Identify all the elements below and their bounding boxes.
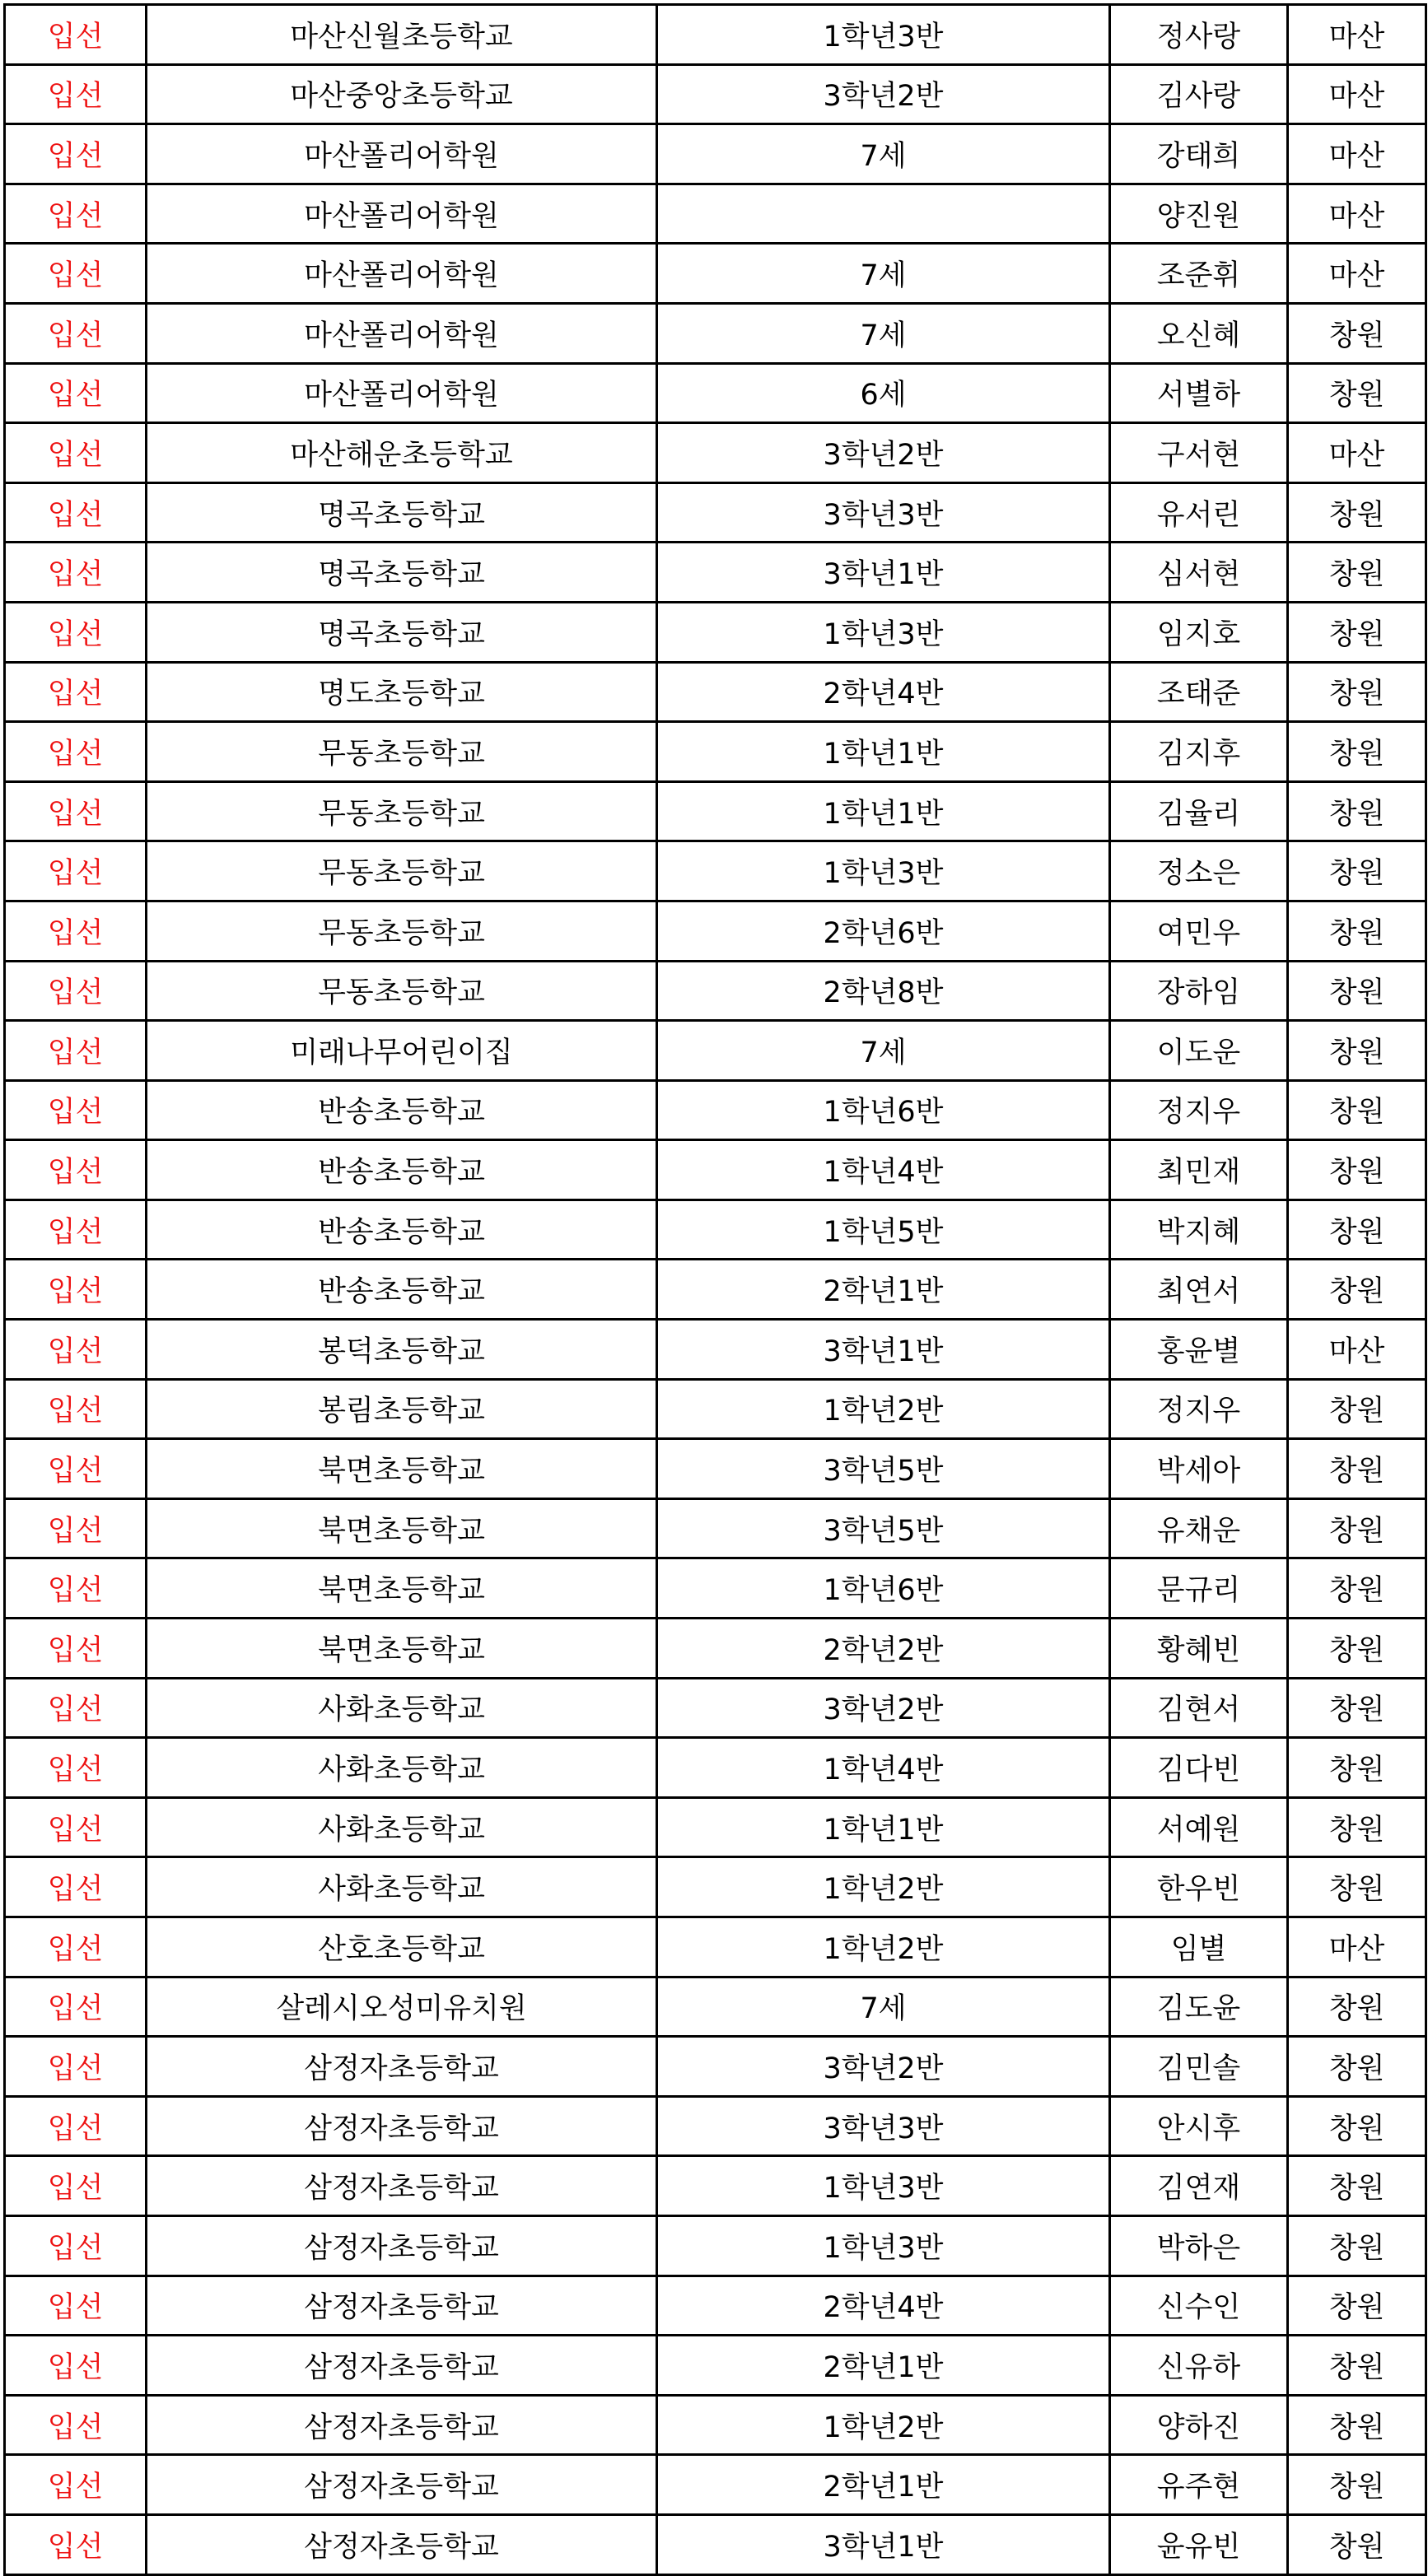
region-cell: 창원 [1288, 363, 1426, 423]
region-cell: 창원 [1288, 1199, 1426, 1260]
name-cell: 정사랑 [1110, 5, 1288, 65]
school-cell: 마산폴리어학원 [147, 244, 657, 304]
region-cell: 창원 [1288, 722, 1426, 782]
award-cell: 입선 [5, 602, 147, 662]
grade-cell: 7세 [657, 244, 1110, 304]
name-cell: 김지후 [1110, 722, 1288, 782]
award-cell: 입선 [5, 1379, 147, 1439]
table-row [5, 1797, 1426, 1857]
table-row [5, 5, 1426, 65]
grade-cell: 1학년1반 [657, 1797, 1110, 1857]
grade-cell: 2학년4반 [657, 2276, 1110, 2336]
region-cell: 마산 [1288, 423, 1426, 483]
school-cell: 사화초등학교 [147, 1857, 657, 1917]
school-cell: 살레시오성미유치원 [147, 1977, 657, 2037]
table-row [5, 64, 1426, 124]
region-cell: 창원 [1288, 1379, 1426, 1439]
table-row [5, 722, 1426, 782]
award-table-body [5, 5, 1426, 2575]
table-row [5, 2514, 1426, 2574]
name-cell: 구서현 [1110, 423, 1288, 483]
name-cell: 신수인 [1110, 2276, 1288, 2336]
name-cell: 오신혜 [1110, 303, 1288, 363]
grade-cell: 1학년3반 [657, 2215, 1110, 2276]
region-cell: 창원 [1288, 1857, 1426, 1917]
name-cell: 유채운 [1110, 1498, 1288, 1558]
grade-cell: 1학년1반 [657, 722, 1110, 782]
school-cell: 마산폴리어학원 [147, 303, 657, 363]
region-cell: 창원 [1288, 662, 1426, 722]
name-cell: 김사랑 [1110, 64, 1288, 124]
table-row [5, 602, 1426, 662]
name-cell: 김연재 [1110, 2156, 1288, 2216]
region-cell: 창원 [1288, 841, 1426, 901]
table-row [5, 781, 1426, 841]
grade-cell: 3학년5반 [657, 1498, 1110, 1558]
award-cell: 입선 [5, 184, 147, 244]
region-cell: 창원 [1288, 2037, 1426, 2097]
school-cell: 북면초등학교 [147, 1558, 657, 1619]
name-cell: 조준휘 [1110, 244, 1288, 304]
region-cell: 창원 [1288, 1977, 1426, 2037]
region-cell: 창원 [1288, 602, 1426, 662]
school-cell: 무동초등학교 [147, 722, 657, 782]
name-cell: 서별하 [1110, 363, 1288, 423]
name-cell: 이도운 [1110, 1021, 1288, 1081]
school-cell: 명곡초등학교 [147, 543, 657, 603]
name-cell: 조태준 [1110, 662, 1288, 722]
region-cell: 창원 [1288, 961, 1426, 1021]
table-row [5, 1260, 1426, 1320]
name-cell: 한우빈 [1110, 1857, 1288, 1917]
table-row [5, 363, 1426, 423]
region-cell: 창원 [1288, 1678, 1426, 1738]
grade-cell: 1학년3반 [657, 602, 1110, 662]
region-cell: 마산 [1288, 5, 1426, 65]
region-cell: 창원 [1288, 543, 1426, 603]
grade-cell: 1학년6반 [657, 1080, 1110, 1140]
table-row [5, 303, 1426, 363]
school-cell: 삼정자초등학교 [147, 2156, 657, 2216]
school-cell: 명곡초등학교 [147, 602, 657, 662]
table-row [5, 244, 1426, 304]
school-cell: 북면초등학교 [147, 1498, 657, 1558]
region-cell: 창원 [1288, 2336, 1426, 2396]
table-row [5, 1320, 1426, 1380]
grade-cell: 7세 [657, 1977, 1110, 2037]
grade-cell: 2학년6반 [657, 901, 1110, 961]
award-cell: 입선 [5, 1080, 147, 1140]
name-cell: 여민우 [1110, 901, 1288, 961]
award-cell: 입선 [5, 2395, 147, 2455]
table-row [5, 961, 1426, 1021]
award-cell: 입선 [5, 1797, 147, 1857]
table-row [5, 901, 1426, 961]
school-cell: 삼정자초등학교 [147, 2037, 657, 2097]
region-cell: 창원 [1288, 2395, 1426, 2455]
grade-cell: 2학년1반 [657, 2455, 1110, 2515]
table-row [5, 2156, 1426, 2216]
table-row [5, 423, 1426, 483]
table-row [5, 1857, 1426, 1917]
grade-cell: 3학년1반 [657, 2514, 1110, 2574]
name-cell: 심서현 [1110, 543, 1288, 603]
name-cell: 양하진 [1110, 2395, 1288, 2455]
table-row [5, 2395, 1426, 2455]
name-cell: 김민솔 [1110, 2037, 1288, 2097]
region-cell: 창원 [1288, 1558, 1426, 1619]
grade-cell: 3학년1반 [657, 543, 1110, 603]
award-table [3, 3, 1427, 2576]
award-cell: 입선 [5, 1320, 147, 1380]
school-cell: 삼정자초등학교 [147, 2276, 657, 2336]
region-cell: 창원 [1288, 2276, 1426, 2336]
award-cell: 입선 [5, 64, 147, 124]
grade-cell: 2학년8반 [657, 961, 1110, 1021]
award-cell: 입선 [5, 1260, 147, 1320]
table-row [5, 1439, 1426, 1499]
award-cell: 입선 [5, 2156, 147, 2216]
table-row [5, 1140, 1426, 1200]
school-cell: 명곡초등학교 [147, 482, 657, 543]
table-row [5, 124, 1426, 184]
award-cell: 입선 [5, 1199, 147, 1260]
region-cell: 창원 [1288, 1619, 1426, 1679]
region-cell: 마산 [1288, 1917, 1426, 1977]
region-cell: 창원 [1288, 901, 1426, 961]
grade-cell: 1학년3반 [657, 5, 1110, 65]
region-cell: 마산 [1288, 244, 1426, 304]
school-cell: 무동초등학교 [147, 961, 657, 1021]
name-cell: 정지우 [1110, 1379, 1288, 1439]
school-cell: 무동초등학교 [147, 901, 657, 961]
name-cell: 황혜빈 [1110, 1619, 1288, 1679]
table-row [5, 1678, 1426, 1738]
school-cell: 봉덕초등학교 [147, 1320, 657, 1380]
grade-cell: 3학년5반 [657, 1439, 1110, 1499]
grade-cell: 1학년1반 [657, 781, 1110, 841]
region-cell: 마산 [1288, 1320, 1426, 1380]
award-cell: 입선 [5, 1498, 147, 1558]
award-cell: 입선 [5, 2455, 147, 2515]
table-row [5, 1977, 1426, 2037]
grade-cell [657, 184, 1110, 244]
grade-cell: 7세 [657, 1021, 1110, 1081]
award-cell: 입선 [5, 1678, 147, 1738]
region-cell: 창원 [1288, 2514, 1426, 2574]
region-cell: 마산 [1288, 124, 1426, 184]
name-cell: 장하임 [1110, 961, 1288, 1021]
award-cell: 입선 [5, 303, 147, 363]
school-cell: 반송초등학교 [147, 1260, 657, 1320]
award-cell: 입선 [5, 2096, 147, 2156]
award-cell: 입선 [5, 2276, 147, 2336]
name-cell: 강태희 [1110, 124, 1288, 184]
region-cell: 창원 [1288, 1498, 1426, 1558]
grade-cell: 7세 [657, 124, 1110, 184]
table-row [5, 1199, 1426, 1260]
name-cell: 박세아 [1110, 1439, 1288, 1499]
name-cell: 임지호 [1110, 602, 1288, 662]
name-cell: 홍윤별 [1110, 1320, 1288, 1380]
grade-cell: 3학년2반 [657, 64, 1110, 124]
award-cell: 입선 [5, 961, 147, 1021]
name-cell: 안시후 [1110, 2096, 1288, 2156]
table-row [5, 2215, 1426, 2276]
school-cell: 사화초등학교 [147, 1738, 657, 1798]
name-cell: 유서린 [1110, 482, 1288, 543]
award-cell: 입선 [5, 423, 147, 483]
name-cell: 최연서 [1110, 1260, 1288, 1320]
school-cell: 마산신월초등학교 [147, 5, 657, 65]
region-cell: 창원 [1288, 2096, 1426, 2156]
school-cell: 삼정자초등학교 [147, 2514, 657, 2574]
grade-cell: 1학년5반 [657, 1199, 1110, 1260]
school-cell: 반송초등학교 [147, 1080, 657, 1140]
school-cell: 마산폴리어학원 [147, 184, 657, 244]
table-row [5, 841, 1426, 901]
grade-cell: 3학년2반 [657, 1678, 1110, 1738]
school-cell: 삼정자초등학교 [147, 2455, 657, 2515]
award-cell: 입선 [5, 1558, 147, 1619]
award-cell: 입선 [5, 1439, 147, 1499]
award-cell: 입선 [5, 482, 147, 543]
award-cell: 입선 [5, 2215, 147, 2276]
name-cell: 서예원 [1110, 1797, 1288, 1857]
name-cell: 최민재 [1110, 1140, 1288, 1200]
grade-cell: 2학년1반 [657, 2336, 1110, 2396]
name-cell: 김현서 [1110, 1678, 1288, 1738]
region-cell: 창원 [1288, 1260, 1426, 1320]
school-cell: 삼정자초등학교 [147, 2096, 657, 2156]
grade-cell: 1학년2반 [657, 1379, 1110, 1439]
award-cell: 입선 [5, 5, 147, 65]
table-row [5, 2037, 1426, 2097]
region-cell: 마산 [1288, 64, 1426, 124]
grade-cell: 2학년2반 [657, 1619, 1110, 1679]
school-cell: 마산해운초등학교 [147, 423, 657, 483]
name-cell: 유주현 [1110, 2455, 1288, 2515]
grade-cell: 1학년2반 [657, 1857, 1110, 1917]
region-cell: 마산 [1288, 184, 1426, 244]
award-cell: 입선 [5, 1738, 147, 1798]
grade-cell: 3학년2반 [657, 423, 1110, 483]
award-cell: 입선 [5, 1619, 147, 1679]
school-cell: 반송초등학교 [147, 1140, 657, 1200]
award-cell: 입선 [5, 1140, 147, 1200]
region-cell: 창원 [1288, 1439, 1426, 1499]
region-cell: 창원 [1288, 1738, 1426, 1798]
name-cell: 윤유빈 [1110, 2514, 1288, 2574]
award-cell: 입선 [5, 124, 147, 184]
name-cell: 박하은 [1110, 2215, 1288, 2276]
grade-cell: 3학년3반 [657, 2096, 1110, 2156]
school-cell: 미래나무어린이집 [147, 1021, 657, 1081]
table-row [5, 1080, 1426, 1140]
name-cell: 김율리 [1110, 781, 1288, 841]
grade-cell: 7세 [657, 303, 1110, 363]
award-cell: 입선 [5, 1021, 147, 1081]
grade-cell: 3학년1반 [657, 1320, 1110, 1380]
region-cell: 창원 [1288, 303, 1426, 363]
table-row [5, 2455, 1426, 2515]
school-cell: 북면초등학교 [147, 1439, 657, 1499]
grade-cell: 1학년4반 [657, 1140, 1110, 1200]
school-cell: 무동초등학교 [147, 781, 657, 841]
region-cell: 창원 [1288, 1797, 1426, 1857]
grade-cell: 2학년1반 [657, 1260, 1110, 1320]
grade-cell: 1학년4반 [657, 1738, 1110, 1798]
table-row [5, 2276, 1426, 2336]
table-row [5, 482, 1426, 543]
school-cell: 봉림초등학교 [147, 1379, 657, 1439]
grade-cell: 2학년4반 [657, 662, 1110, 722]
school-cell: 삼정자초등학교 [147, 2395, 657, 2455]
grade-cell: 1학년6반 [657, 1558, 1110, 1619]
region-cell: 창원 [1288, 2455, 1426, 2515]
grade-cell: 3학년2반 [657, 2037, 1110, 2097]
school-cell: 명도초등학교 [147, 662, 657, 722]
name-cell: 김도윤 [1110, 1977, 1288, 2037]
grade-cell: 1학년3반 [657, 2156, 1110, 2216]
name-cell: 양진원 [1110, 184, 1288, 244]
table-row [5, 1379, 1426, 1439]
school-cell: 북면초등학교 [147, 1619, 657, 1679]
grade-cell: 1학년3반 [657, 841, 1110, 901]
school-cell: 산호초등학교 [147, 1917, 657, 1977]
region-cell: 창원 [1288, 1140, 1426, 1200]
award-cell: 입선 [5, 1917, 147, 1977]
award-cell: 입선 [5, 1857, 147, 1917]
school-cell: 무동초등학교 [147, 841, 657, 901]
award-cell: 입선 [5, 543, 147, 603]
table-row [5, 2096, 1426, 2156]
table-row [5, 543, 1426, 603]
name-cell: 정지우 [1110, 1080, 1288, 1140]
name-cell: 박지혜 [1110, 1199, 1288, 1260]
table-row [5, 1558, 1426, 1619]
school-cell: 마산중앙초등학교 [147, 64, 657, 124]
award-cell: 입선 [5, 722, 147, 782]
school-cell: 사화초등학교 [147, 1678, 657, 1738]
grade-cell: 1학년2반 [657, 1917, 1110, 1977]
region-cell: 창원 [1288, 1021, 1426, 1081]
name-cell: 정소은 [1110, 841, 1288, 901]
table-row [5, 1498, 1426, 1558]
award-cell: 입선 [5, 2336, 147, 2396]
table-row [5, 184, 1426, 244]
grade-cell: 3학년3반 [657, 482, 1110, 543]
school-cell: 삼정자초등학교 [147, 2215, 657, 2276]
award-cell: 입선 [5, 662, 147, 722]
table-row [5, 2336, 1426, 2396]
grade-cell: 1학년2반 [657, 2395, 1110, 2455]
table-row [5, 1917, 1426, 1977]
school-cell: 마산폴리어학원 [147, 124, 657, 184]
table-row [5, 1619, 1426, 1679]
grade-cell: 6세 [657, 363, 1110, 423]
award-cell: 입선 [5, 244, 147, 304]
award-cell: 입선 [5, 2514, 147, 2574]
region-cell: 창원 [1288, 482, 1426, 543]
table-row [5, 662, 1426, 722]
table-row [5, 1738, 1426, 1798]
school-cell: 사화초등학교 [147, 1797, 657, 1857]
region-cell: 창원 [1288, 1080, 1426, 1140]
award-cell: 입선 [5, 1977, 147, 2037]
award-cell: 입선 [5, 781, 147, 841]
award-cell: 입선 [5, 901, 147, 961]
name-cell: 임별 [1110, 1917, 1288, 1977]
school-cell: 삼정자초등학교 [147, 2336, 657, 2396]
name-cell: 김다빈 [1110, 1738, 1288, 1798]
award-cell: 입선 [5, 363, 147, 423]
region-cell: 창원 [1288, 781, 1426, 841]
region-cell: 창원 [1288, 2215, 1426, 2276]
award-cell: 입선 [5, 841, 147, 901]
region-cell: 창원 [1288, 2156, 1426, 2216]
name-cell: 신유하 [1110, 2336, 1288, 2396]
table-row [5, 1021, 1426, 1081]
school-cell: 마산폴리어학원 [147, 363, 657, 423]
award-cell: 입선 [5, 2037, 147, 2097]
school-cell: 반송초등학교 [147, 1199, 657, 1260]
name-cell: 문규리 [1110, 1558, 1288, 1619]
